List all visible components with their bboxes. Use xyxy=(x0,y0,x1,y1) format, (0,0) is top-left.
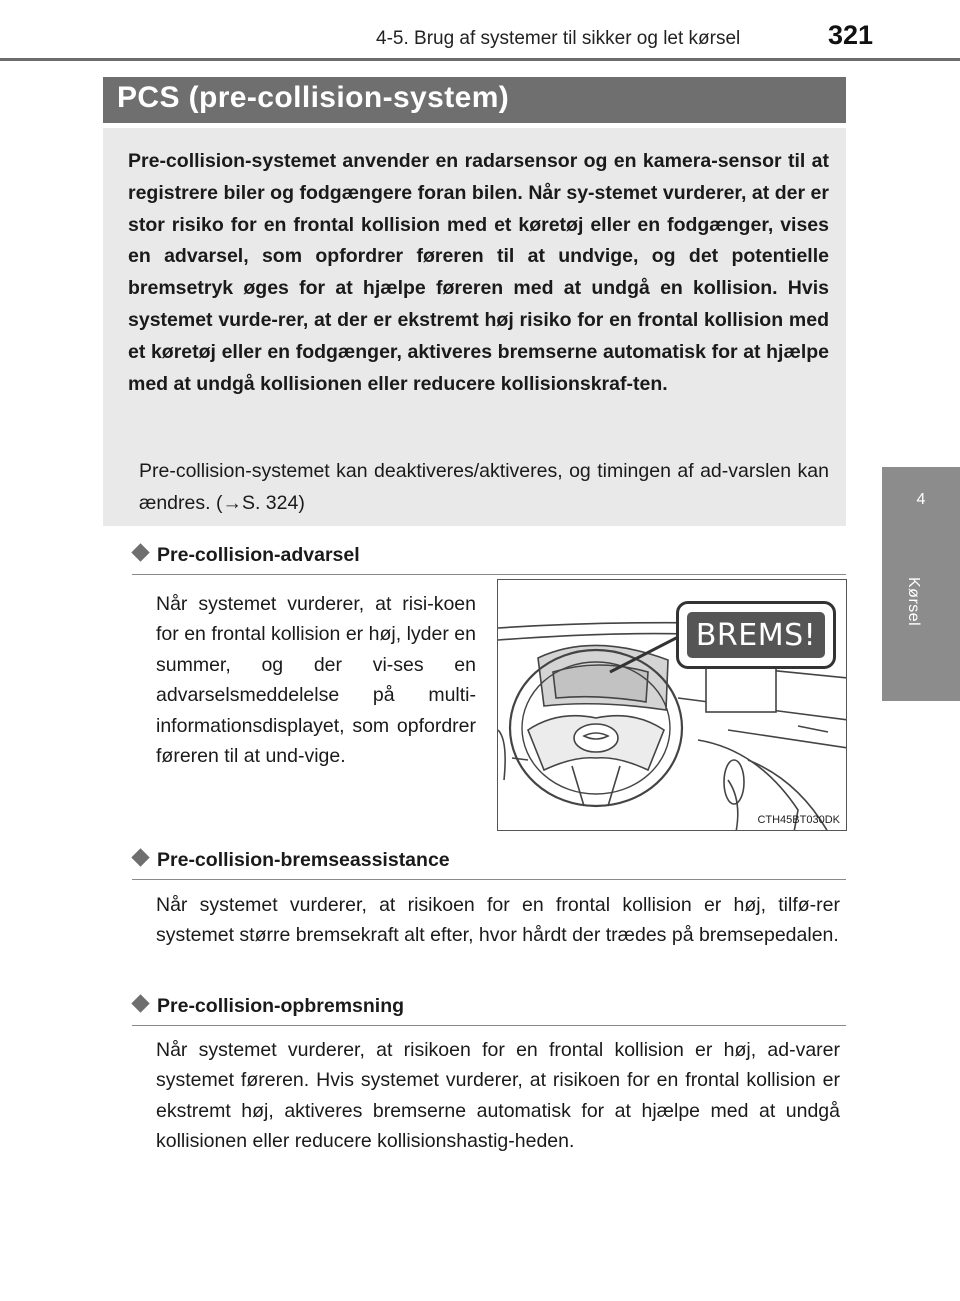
section-heading-text: Pre-collision-bremseassistance xyxy=(157,849,450,871)
section-heading-brake-assist xyxy=(132,849,450,872)
section-body-warning: Når systemet vurderer, at risi-koen for en frontal kollision er høj, lyder en summer, og der vi-ses en advarselsmeddelelse på multi-informationsdisplayet, som opfordrer føreren til at und-vige. xyxy=(156,593,476,768)
intro-summary: Pre-collision-systemet anvender en radarsensor og en kamera-sensor til at registrere biler og fodgængere foran bilen. Når sy-stemet vurderer, at der er stor risiko for en frontal kollision med et køretøj eller en fodgænger, vises en advarsel, som opfordrer føreren til at undvige, og det potentielle bremsetryk øges for at hjælpe føreren med at undgå en kollision. Hvis systemet vurde-rer, at der er ekstremt høj risiko for en frontal kollision med et køretøj eller en fodgænger, aktiveres bremserne automatisk for at hjælpe med at undgå kollisionen eller reducere kollisionskraf-ten. xyxy=(128,150,829,395)
diamond-bullet-icon xyxy=(131,848,149,866)
display-panel xyxy=(687,612,825,658)
display-message: BREMS! xyxy=(695,618,817,653)
header-section-title: 4-5. Brug af systemer til sikker og let kørsel xyxy=(376,28,741,49)
section-body-brake-assist: Når systemet vurderer, at risikoen for en frontal kollision er høj, tilfø-rer systemet større bremsekraft alt efter, hvor hårdt der trædes på bremsepedalen. xyxy=(156,894,840,947)
diamond-bullet-icon xyxy=(131,543,149,561)
section-divider xyxy=(132,574,846,575)
intro-box xyxy=(103,128,846,526)
page-number: 321 xyxy=(828,20,874,50)
section-body-braking: Når systemet vurderer, at risikoen for en frontal kollision er høj, ad-varer systemet føreren. Hvis systemet vurderer, at risikoen for en frontal kollision er ekstremt høj, aktiveres bremserne automatisk for at hjælpe med at undgå kollisionen eller reducere kollisionshastig-heden. xyxy=(156,1039,840,1153)
page-title: PCS (pre-collision-system) xyxy=(117,81,510,114)
chapter-number: 4 xyxy=(916,491,926,508)
section-heading-text: Pre-collision-advarsel xyxy=(157,544,360,566)
section-divider xyxy=(132,879,846,880)
section-heading-braking xyxy=(132,995,404,1018)
chapter-label: Kørsel xyxy=(905,577,922,627)
intro-note: Pre-collision-systemet kan deaktiveres/aktiveres, og timingen af ad-varslen kan ændres. (→S. 324) xyxy=(139,460,829,514)
section-heading-text: Pre-collision-opbremsning xyxy=(157,995,405,1017)
brake-warning-callout xyxy=(676,601,836,669)
page-title-bar xyxy=(103,77,846,123)
section-heading-warning xyxy=(132,544,360,567)
header-divider xyxy=(0,58,960,61)
chapter-side-tab xyxy=(882,467,960,701)
figure-code: CTH45BT030DK xyxy=(757,814,840,826)
diamond-bullet-icon xyxy=(131,994,149,1012)
section-divider xyxy=(132,1025,846,1026)
